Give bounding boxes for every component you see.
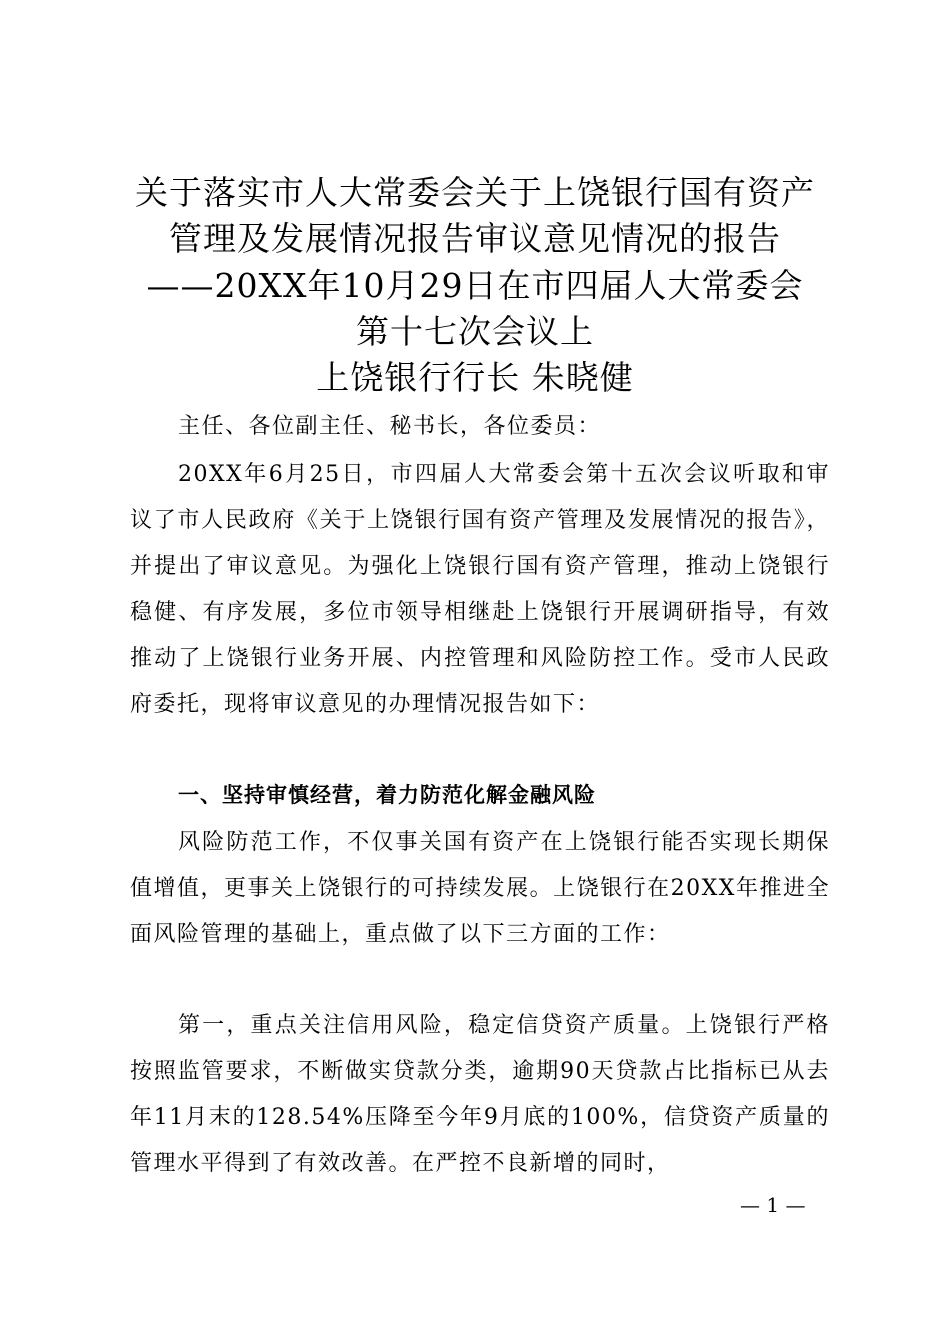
- paragraph-risk: 风险防范工作，不仅事关国有资产在上饶银行能否实现长期保值增值，更事关上饶银行的可持续发展。上饶银行在20XX年推进全面风险管理的基础上，重点做了以下三方面的工作：: [130, 830, 830, 947]
- salutation: 主任、各位副主任、秘书长，各位委员：: [178, 414, 602, 439]
- title-line-3-date: ——20XX年10月29日在市四届人大常委会: [146, 266, 804, 305]
- paragraph-first-point: 第一，重点关注信用风险，稳定信贷资产质量。上饶银行严格按照监管要求，不断做实贷款分类，逾期90天贷款占比指标已从去年11月末的128.54%压降至今年9月底的100%，信贷资产质量的管理水平得到了有效改善。在严控不良新增的同时，: [130, 1013, 830, 1176]
- title-line-2: 管理及发展情况报告审议意见情况的报告: [169, 219, 781, 258]
- paragraph-intro: 20XX年6月25日，市四届人大常委会第十五次会议听取和审议了市人民政府《关于上饶银行国有资产管理及发展情况的报告》，并提出了审议意见。为强化上饶银行国有资产管理，推动上饶银行稳健、有序发展，多位市领导相继赴上饶银行开展调研指导，有效推动了上饶银行业务开展、内控管理和风险防控工作。受市人民政府委托，现将审议意见的办理情况报告如下：: [130, 462, 830, 717]
- section-heading-1: 一、坚持审慎经营，着力防范化解金融风险: [178, 783, 596, 807]
- title-line-5-author: 上饶银行行长 朱晓健: [316, 358, 634, 397]
- page-number: — 1 —: [740, 1193, 806, 1217]
- title-line-1: 关于落实市人大常委会关于上饶银行国有资产: [135, 173, 815, 212]
- title-line-4-meeting: 第十七次会议上: [356, 312, 594, 351]
